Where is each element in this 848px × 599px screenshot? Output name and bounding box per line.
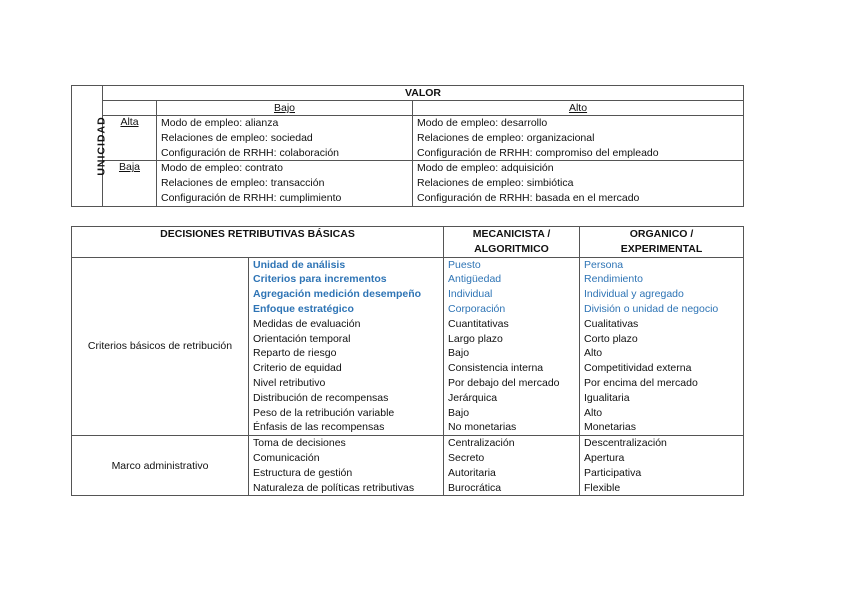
col-header-alto: Alto <box>413 101 744 116</box>
marco-organico: Descentralización Apertura Participativa Flexible <box>580 436 744 496</box>
row-baja <box>72 161 744 206</box>
decisiones-retributivas-table <box>71 226 744 496</box>
marco-mecanicista: Centralización Secreto Autoritaria Burocrática <box>444 436 580 496</box>
unicidad-side-label: UNICIDAD <box>72 86 103 207</box>
section-criterios <box>72 257 744 436</box>
criterios-organico: Persona Rendimiento Individual y agregado División o unidad de negocio Cualitativas Corto plazo Alto Competitividad externa Por encima del mercado Igualitaria Alto Monetarias <box>580 257 744 436</box>
cell-alta-alto: Modo de empleo: desarrollo Relaciones de empleo: organizacional Configuración de RRHH: compromiso del empleado <box>413 116 744 161</box>
section-label-criterios: Criterios básicos de retribución <box>72 257 249 436</box>
criterios-mecanicista: Puesto Antigüedad Individual Corporación Cuantitativas Largo plazo Bajo Consistencia interna Por debajo del mercado Jerárquica Bajo No monetarias <box>444 257 580 436</box>
level-alta: Alta <box>103 116 157 161</box>
cell-baja-alto: Modo de empleo: adquisición Relaciones de empleo: simbiótica Configuración de RRHH: basada en el mercado <box>413 161 744 206</box>
valor-header: VALOR <box>103 86 744 101</box>
section-marco <box>72 436 744 496</box>
criterios-items: Unidad de análisis Criterios para incrementos Agregación medición desempeño Enfoque estratégico Medidas de evaluación Orientación temporal Reparto de riesgo Criterio de equidad Nivel retributivo Distribución de recompensas Peso de la retribución variable Énfasis de las recompensas <box>249 257 444 436</box>
corner-cell <box>103 101 157 116</box>
marco-items: Toma de decisiones Comunicación Estructura de gestión Naturaleza de políticas retributivas <box>249 436 444 496</box>
cell-alta-bajo: Modo de empleo: alianza Relaciones de empleo: sociedad Configuración de RRHH: colaboración <box>157 116 413 161</box>
cell-baja-bajo: Modo de empleo: contrato Relaciones de empleo: transacción Configuración de RRHH: cumplimiento <box>157 161 413 206</box>
unicidad-valor-table <box>71 85 744 207</box>
header-organico: ORGANICO / EXPERIMENTAL <box>580 227 744 258</box>
col-header-bajo: Bajo <box>157 101 413 116</box>
header-decisiones: DECISIONES RETRIBUTIVAS BÁSICAS <box>72 227 444 258</box>
table2-header-row <box>72 227 744 258</box>
row-alta <box>72 116 744 161</box>
section-label-marco: Marco administrativo <box>72 436 249 496</box>
level-baja: Baja <box>103 161 157 206</box>
header-mecanicista: MECANICISTA / ALGORITMICO <box>444 227 580 258</box>
